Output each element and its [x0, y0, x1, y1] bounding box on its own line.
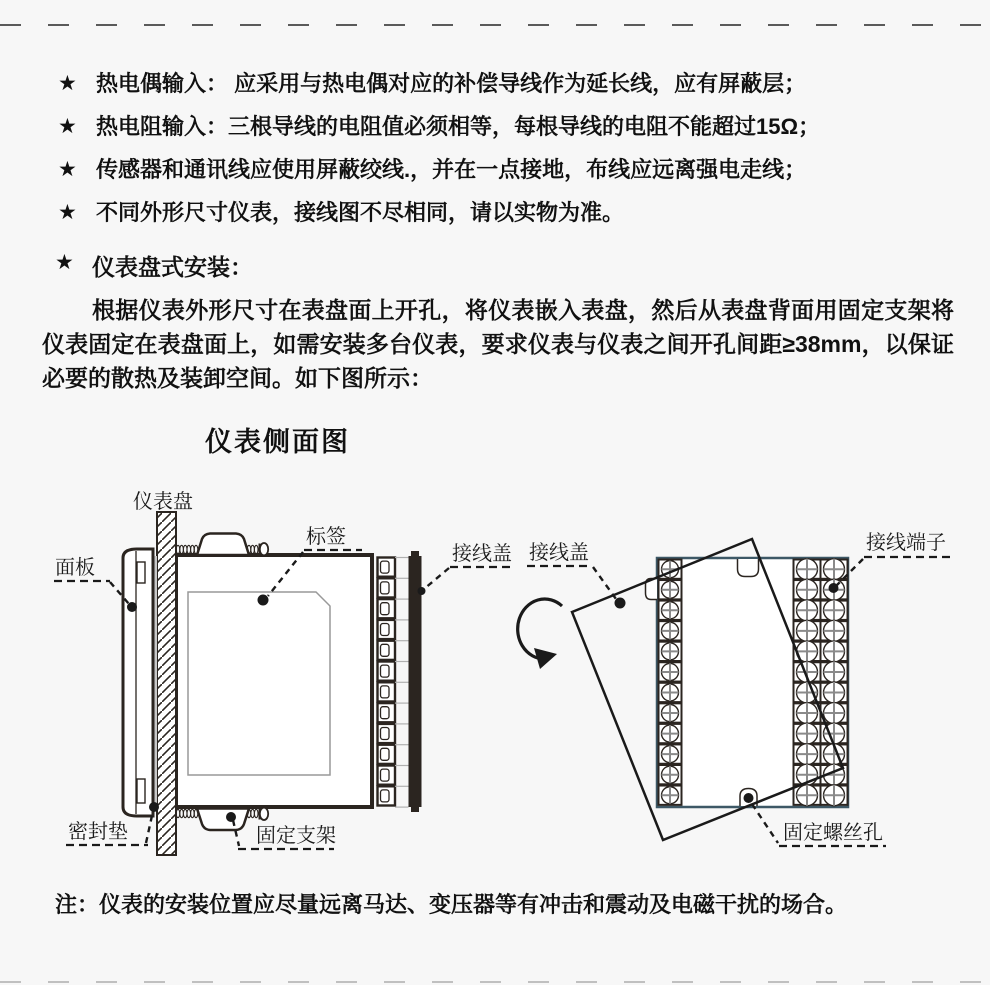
dot-gasket	[149, 802, 159, 812]
label-screw-hole: 固定螺丝孔	[783, 822, 883, 844]
label-terminals: 接线端子	[866, 532, 946, 554]
bullet-item	[58, 156, 958, 183]
top-tab	[738, 559, 759, 577]
label-gasket: 密封垫	[68, 821, 128, 843]
screw-head-top	[260, 543, 268, 555]
bullet-item	[58, 70, 958, 97]
bullet-text: 热电阻输入：三根导线的电阻值必须相等，每根导线的电阻不能超过15Ω；	[96, 114, 821, 139]
dot-terminal-cover-right	[615, 598, 626, 609]
label-mounting-panel: 仪表盘	[133, 491, 193, 513]
label-front-panel: 面板	[55, 557, 95, 579]
star-icon: ★	[58, 115, 77, 138]
sticker-area	[188, 592, 330, 775]
mounting-panel-hatch	[157, 512, 176, 855]
bezel-clip-bottom	[137, 779, 145, 803]
star-icon: ★	[55, 251, 74, 274]
side-terminal-cells	[378, 558, 396, 806]
label-terminal-cover-left: 接线盖	[452, 543, 512, 565]
bullet-item	[58, 199, 958, 226]
label-sticker: 标签	[306, 526, 346, 548]
label-terminal-cover-right: 接线盖	[529, 542, 589, 564]
torn-edge-bottom	[0, 981, 990, 983]
leader-terminal-cover-left	[424, 568, 449, 589]
leader-terminal-cover-right	[593, 567, 616, 599]
label-bracket: 固定支架	[256, 825, 336, 847]
bullet-list	[58, 70, 958, 242]
figure-title: 仪表侧面图	[205, 427, 350, 458]
dot-screw-hole	[744, 793, 754, 803]
rear-view-diagram	[518, 531, 950, 846]
cover-nub-bottom	[411, 807, 419, 812]
dot-terminal-cover-left	[418, 587, 426, 595]
side-terminal-pins	[395, 558, 409, 808]
star-icon: ★	[58, 158, 77, 181]
side-view-diagram	[54, 490, 512, 855]
dot-sticker	[258, 595, 269, 606]
cover-nub-top	[411, 551, 419, 556]
star-icon: ★	[58, 201, 77, 224]
install-paragraph: 根据仪表外形尺寸在表盘面上开孔，将仪表嵌入表盘，然后从表盘背面用固定支架将仪表固定在表盘面上，如需安装多台仪表，要求仪表与仪表之间开孔间距≥38mm，以保证必要的散热及装卸空间。如下图所示：	[42, 297, 954, 391]
dot-front-panel	[127, 602, 137, 612]
fixing-bracket-top	[197, 534, 249, 556]
dot-terminals	[829, 583, 839, 593]
bezel-clip-top	[137, 562, 145, 583]
front-bezel	[123, 549, 153, 816]
rotate-arrow-icon	[518, 599, 562, 669]
dot-bracket	[226, 812, 236, 822]
screw-head-bottom	[260, 808, 268, 820]
fixing-bracket-bottom	[197, 809, 249, 831]
star-icon: ★	[58, 72, 77, 95]
bullet-text: 不同外形尺寸仪表，接线图不尽相同，请以实物为准。	[96, 200, 625, 225]
bullet-item	[58, 113, 958, 140]
bullet-text: 传感器和通讯线应使用屏蔽绞线.，并在一点接地，布线应远离强电走线；	[96, 157, 807, 182]
section-heading-text: 仪表盘式安装：	[92, 254, 253, 280]
installation-diagram	[0, 480, 990, 880]
section-heading	[55, 249, 253, 282]
footer-note: 注：仪表的安装位置应尽量远离马达、变压器等有冲击和震动及电磁干扰的场合。	[55, 892, 848, 917]
leader-screw-hole	[752, 804, 778, 843]
bullet-text: 热电偶输入： 应采用与热电偶对应的补偿导线作为延长线，应有屏蔽层；	[96, 71, 807, 96]
torn-edge-top	[0, 24, 990, 26]
